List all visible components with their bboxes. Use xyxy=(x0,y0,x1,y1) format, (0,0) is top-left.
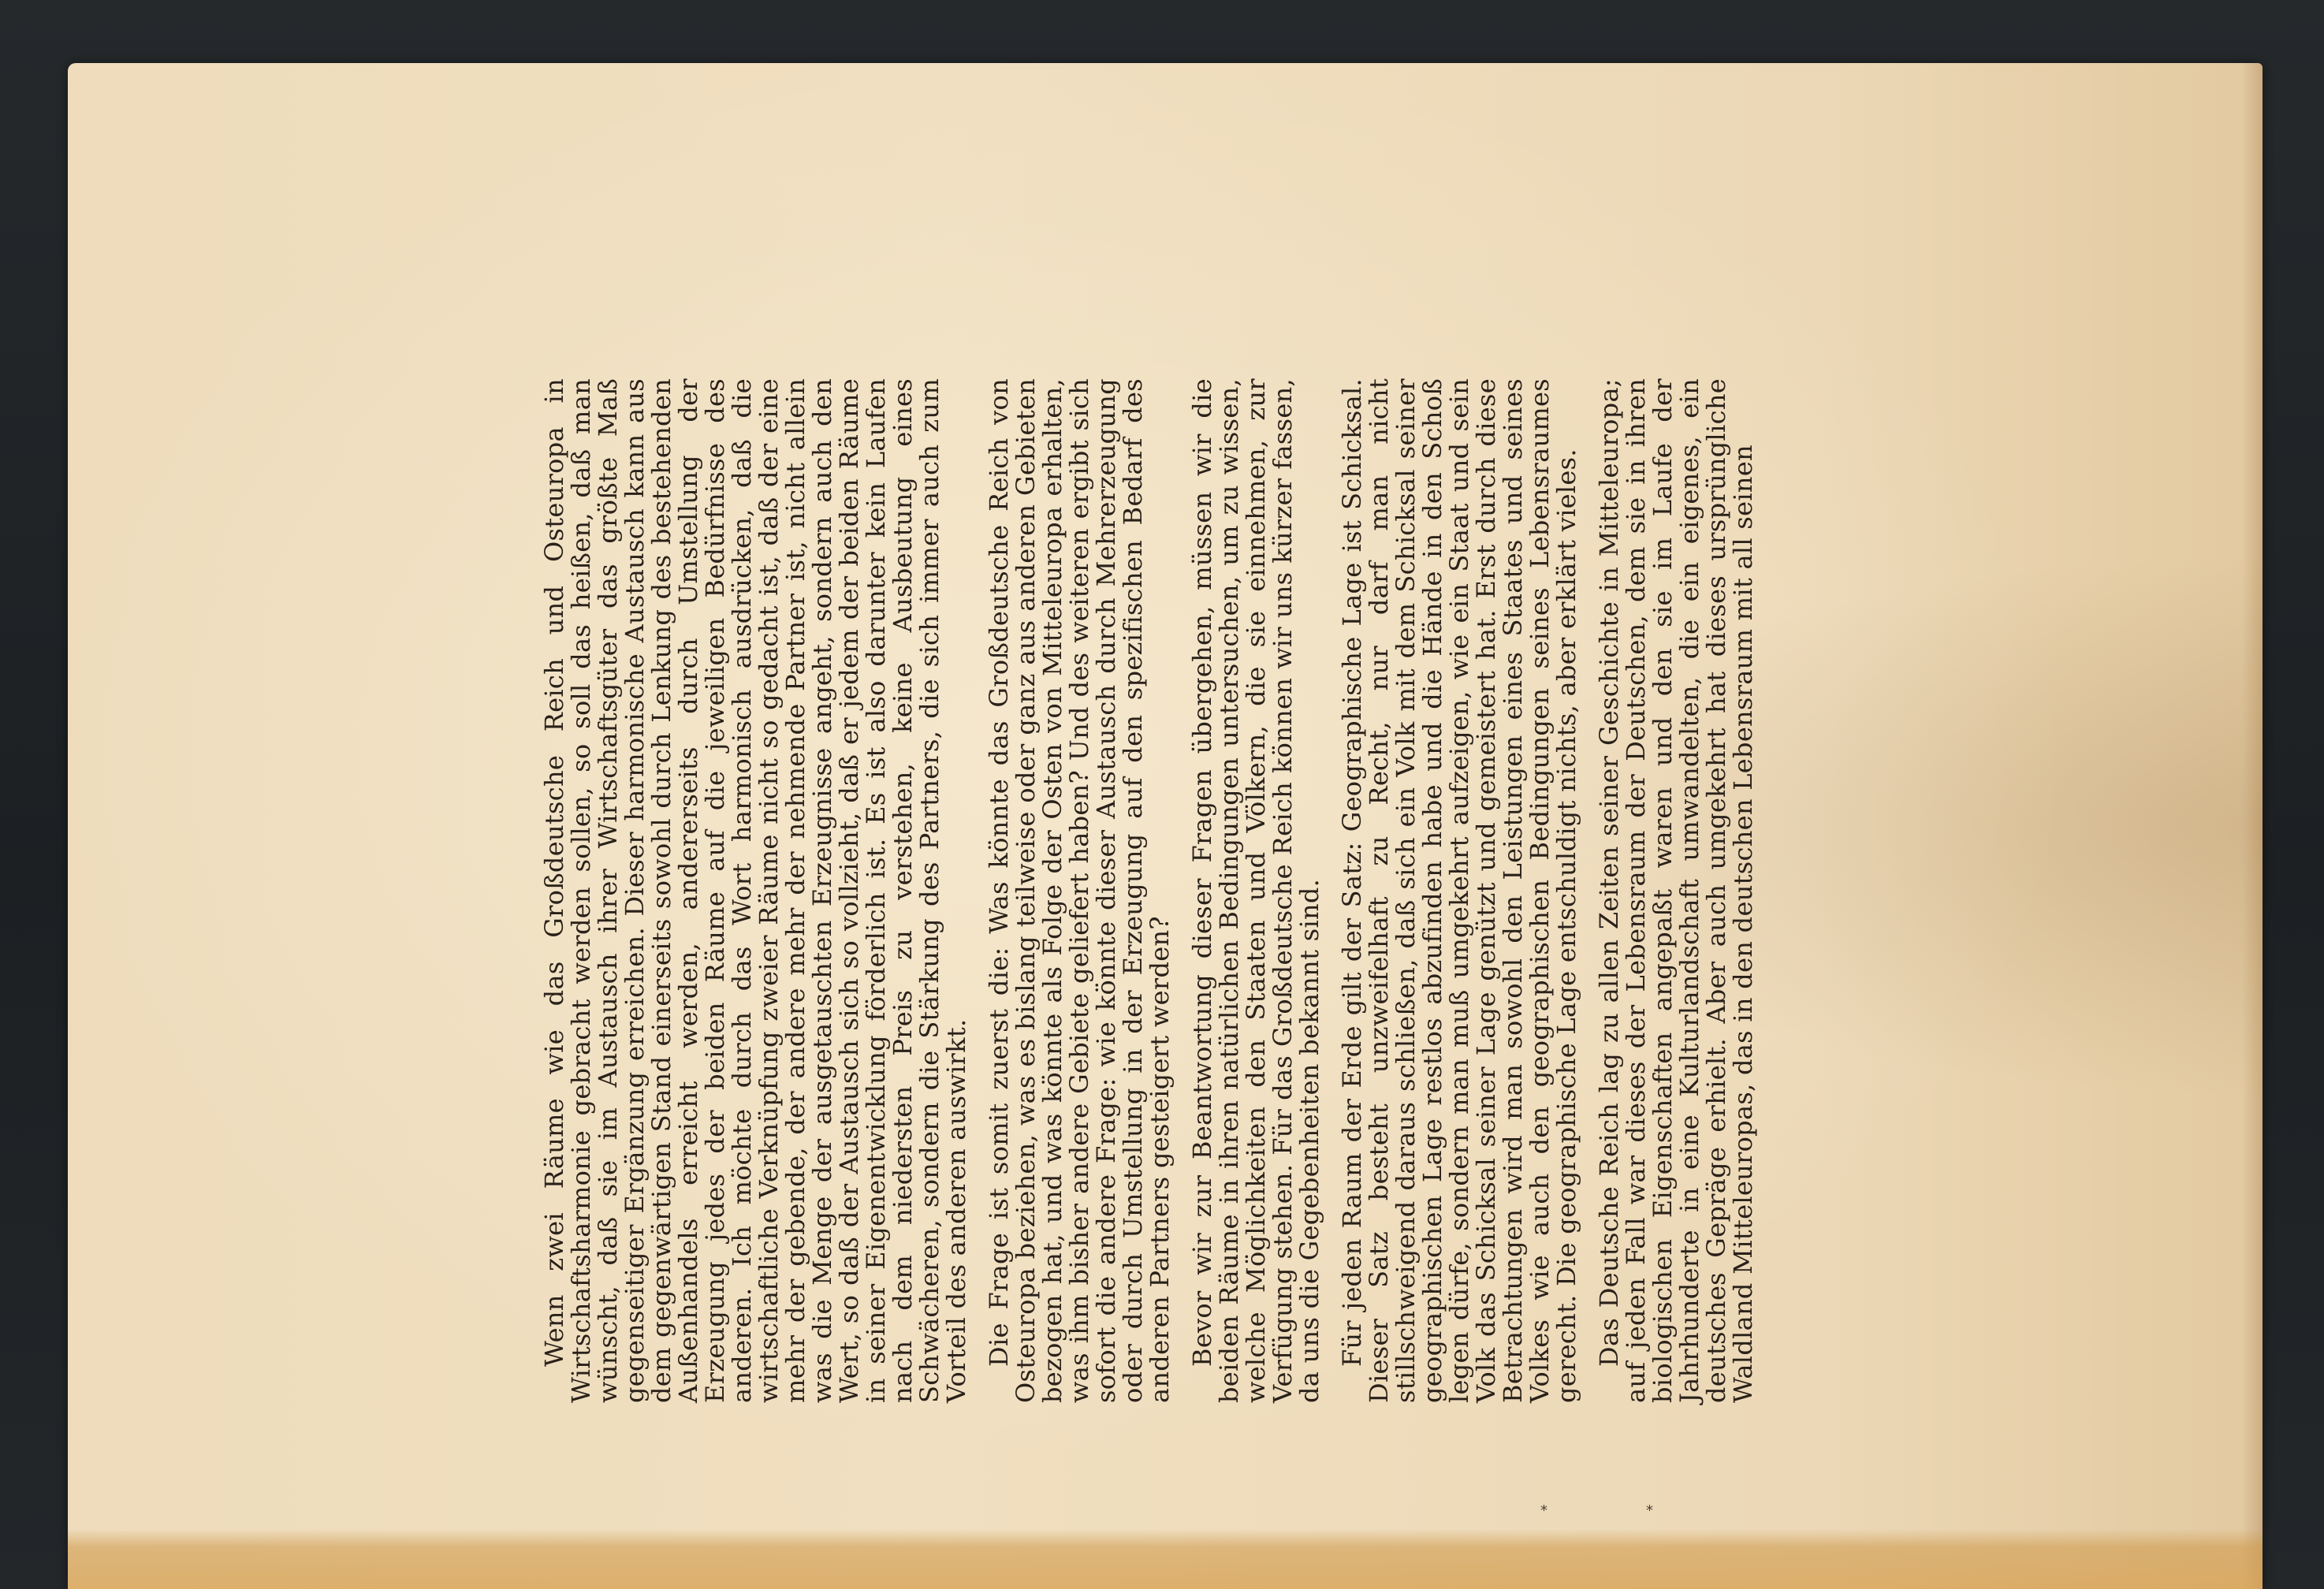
margin-mark-2: * xyxy=(1646,1502,1653,1519)
paragraph-4: Für jeden Raum der Erde gilt der Satz: Geographische Lage ist Schicksal. Dieser Satz besteht unzweifelhaft zu Recht, nur darf man nicht stillschweigend daraus schließen, daß sich ein Volk mit dem Schicksal seiner geographischen Lage restlos abzufinden habe und die Hände in den Schoß legen dürfe, sondern man muß umgekehrt aufzeigen, wie ein Staat und sein Volk das Schicksal seiner Lage genützt und gemeistert hat. Erst durch diese Betrachtungen wird man sowohl den Leistungen eines Staates und seines Volkes wie auch den geographischen Bedingungen seines Lebensraumes gerecht. Die geographische Lage entschuldigt nichts, aber erklärt vieles. xyxy=(1337,378,1581,1403)
rotated-text-block xyxy=(541,378,1772,1403)
paragraph-3: Bevor wir zur Beantwortung dieser Fragen übergehen, müssen wir die beiden Räume in ihren natürlichen Bedingungen untersuchen, um zu wissen, welche Möglichkeiten den Staaten und Völkern, die sie einnehmen, zur Verfügung stehen. Für das Großdeutsche Reich können wir uns kürzer fassen, da uns die Gegebenheiten bekannt sind. xyxy=(1187,378,1324,1403)
page-edge-shadow xyxy=(2242,63,2263,1589)
paragraph-5: Das Deutsche Reich lag zu allen Zeiten seiner Geschichte in Mitteleuropa; auf jeden Fall war dieses der Lebensraum der Deutschen, dem sie in ihren biologischen Eigenschaften angepaßt waren und den sie im Laufe der Jahrhunderte in eine Kulturlandschaft umwandelten, die ein eigenes, ein deutsches Gepräge erhielt. Aber auch umgekehrt hat dieses ursprüngliche Waldland Mitteleuropas, das in den deutschen Lebensraum mit all seinen xyxy=(1594,378,1758,1403)
margin-mark-1: * xyxy=(1540,1502,1547,1519)
book-page xyxy=(68,63,2263,1589)
paragraph-1: Wenn zwei Räume wie das Großdeutsche Reich und Osteuropa in Wirtschaftsharmonie gebracht werden sollen, so soll das heißen, daß man wünscht, daß sie im Austausch ihrer Wirtschaftsgüter das größte Maß gegenseitiger Ergänzung erreichen. Dieser harmonische Austausch kann aus dem gegenwärtigen Stand einerseits sowohl durch Lenkung des bestehenden Außenhandels erreicht werden, andererseits durch Umstellung der Erzeugung jedes der beiden Räume auf die jeweiligen Bedürfnisse des anderen. Ich möchte durch das Wort harmonisch ausdrücken, daß die wirtschaftliche Verknüpfung zweier Räume nicht so gedacht ist, daß der eine mehr der gebende, der andere mehr der nehmende Partner ist, nicht allein was die Menge der ausgetauschten Erzeugnisse angeht, sondern auch den Wert, so daß der Austausch sich so vollzieht, daß er jedem der beiden Räume in seiner Eigenentwicklung förderlich ist. Es ist also darunter kein Laufen nach dem niedersten Preis zu verstehen, keine Ausbeutung eines Schwächeren, sondern die Stärkung des Partners, die sich immer auch zum Vorteil des anderen auswirkt. xyxy=(539,378,971,1403)
page-fold xyxy=(68,1529,2263,1589)
paragraph-2: Die Frage ist somit zuerst die: Was könnte das Großdeutsche Reich von Osteuropa beziehen, was es bislang teilweise oder ganz aus anderen Gebieten bezogen hat, und was könnte als Folge der Osten von Mitteleuropa erhalten, was ihm bisher andere Gebiete geliefert haben? Und des weiteren ergibt sich sofort die andere Frage: wie könnte dieser Austausch durch Mehrerzeugung oder durch Umstellung in der Erzeugung auf den spezifischen Bedarf des anderen Partners gesteigert werden? xyxy=(984,378,1175,1403)
